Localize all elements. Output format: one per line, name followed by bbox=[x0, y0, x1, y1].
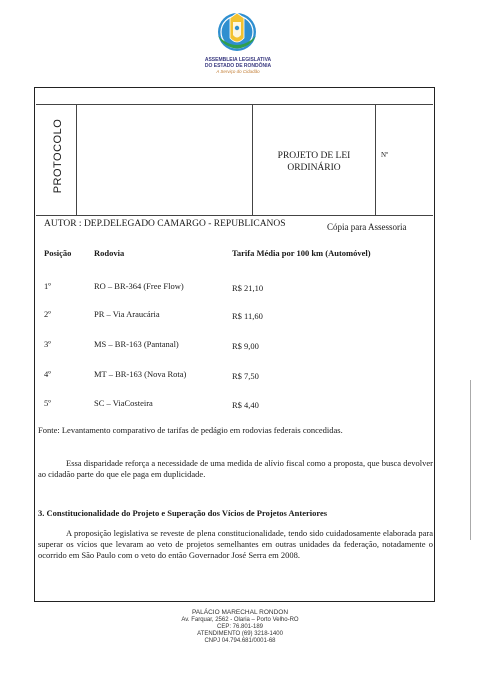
source-note: Fonte: Levantamento comparativo de tarifas de pedágio em rodovias federais concedidas. bbox=[38, 425, 343, 435]
footer-phone: ATENDIMENTO (69) 3218-1400 bbox=[197, 631, 283, 637]
body-paragraph: Essa disparidade reforça a necessidade de uma medida de alívio fiscal como a proposta, que busca devolver ao cidadão parte do que ele paga em duplicidade. bbox=[38, 458, 433, 479]
org-name-line2: DO ESTADO DE RONDÔNIA bbox=[204, 63, 272, 69]
table-cell-position: 4º bbox=[44, 369, 51, 379]
table-header-toll: Tarifa Média por 100 km (Automóvel) bbox=[232, 248, 371, 258]
footer-zip: CEP: 76.801-189 bbox=[216, 624, 264, 630]
table-header-highway: Rodovia bbox=[94, 248, 125, 258]
table-cell-highway: MS – BR-163 (Pantanal) bbox=[94, 339, 179, 349]
project-type-line1: PROJETO DE LEI bbox=[277, 151, 351, 161]
section-heading: 3. Constitucionalidade do Projeto e Superação dos Vícios de Projetos Anteriores bbox=[38, 508, 328, 518]
footer-address: Av. Farquar, 2562 - Olaria – Porto Velho-RO bbox=[181, 617, 299, 623]
scan-edge-mark bbox=[470, 380, 471, 540]
table-cell-position: 3º bbox=[44, 339, 51, 349]
header-divider bbox=[375, 105, 376, 215]
body-paragraph: A proposição legislativa se reveste de plena constitucionalidade, tendo sido cuidadosamente elaborada para superar os vícios que levaram ao veto de projetos semelhantes em outras unidades da federação, notadamente o ocorrido em São Paulo com o veto do então Governador José Serra em 2008. bbox=[38, 528, 433, 560]
table-cell-toll: R$ 4,40 bbox=[232, 400, 259, 410]
table-cell-toll: R$ 11,60 bbox=[232, 311, 263, 321]
number-label: Nº bbox=[381, 151, 389, 159]
footer-building: PALÁCIO MARECHAL RONDON bbox=[191, 609, 289, 616]
org-name-line1: ASSEMBLEIA LEGISLATIVA bbox=[204, 57, 272, 63]
table-cell-position: 1º bbox=[44, 281, 51, 291]
protocolo-label: PROTOCOLO bbox=[52, 118, 64, 194]
table-cell-highway: MT – BR-163 (Nova Rota) bbox=[94, 369, 187, 379]
project-type-line2: ORDINÁRIO bbox=[287, 163, 341, 173]
copy-note: Cópia para Assessoria bbox=[327, 222, 407, 232]
table-cell-toll: R$ 9,00 bbox=[232, 341, 259, 351]
table-cell-highway: SC – ViaCosteira bbox=[94, 398, 153, 408]
header-rule-top bbox=[36, 104, 433, 105]
author-line: AUTOR : DEP.DELEGADO CAMARGO - REPUBLICANOS bbox=[44, 219, 286, 229]
table-cell-toll: R$ 21,10 bbox=[232, 283, 264, 293]
table-cell-position: 5º bbox=[44, 398, 51, 408]
table-cell-toll: R$ 7,50 bbox=[232, 371, 259, 381]
header-rule-bottom bbox=[36, 215, 433, 216]
table-cell-highway: RO – BR-364 (Free Flow) bbox=[94, 281, 184, 291]
footer-cnpj: CNPJ 04.794.681/0001-68 bbox=[204, 638, 276, 644]
header-divider bbox=[76, 105, 77, 215]
table-cell-position: 2º bbox=[44, 309, 51, 319]
table-cell-highway: PR – Via Araucária bbox=[94, 309, 160, 319]
assembly-seal-icon bbox=[208, 8, 266, 58]
org-tagline: A Serviço do Cidadão bbox=[216, 69, 260, 74]
table-header-position: Posição bbox=[44, 248, 72, 258]
